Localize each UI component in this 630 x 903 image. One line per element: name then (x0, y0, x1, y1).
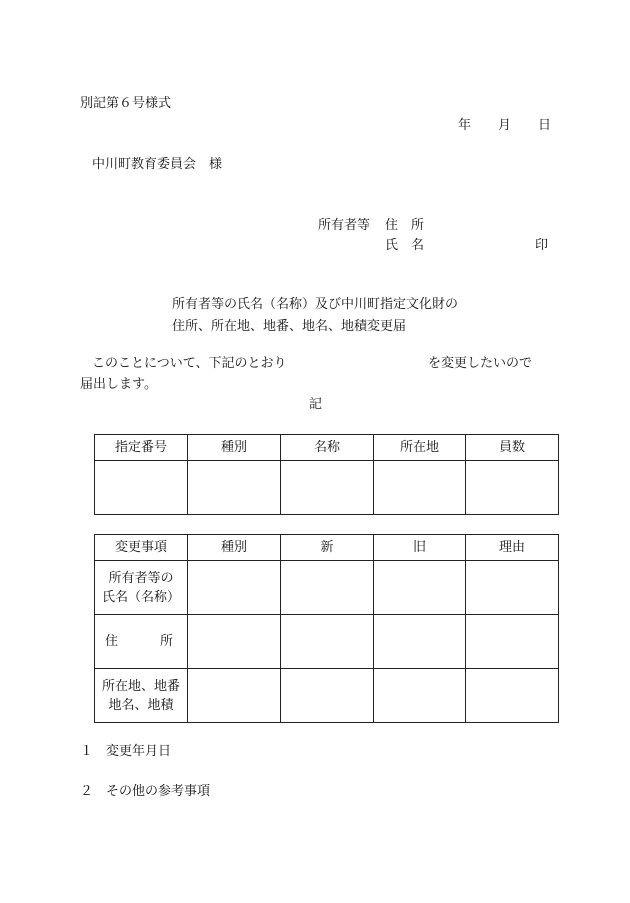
change-cell-old[interactable] (374, 561, 466, 615)
addressee: 中川町教育委員会 様 (92, 157, 223, 172)
change-cell-old[interactable] (374, 669, 466, 723)
table-row (95, 669, 559, 723)
date-year-label: 年 (458, 118, 472, 133)
form-title-line-1: 所有者等の氏名（名称）及び中川町指定文化財の (172, 297, 459, 312)
table-row (95, 615, 559, 669)
change-item-owner-name (95, 561, 188, 615)
date-day-label: 日 (538, 118, 552, 133)
change-table (94, 534, 559, 723)
change-item-address (95, 615, 188, 669)
change-cell-reason[interactable] (466, 669, 559, 723)
change-cell-type[interactable] (188, 561, 281, 615)
change-cell-new[interactable] (281, 615, 374, 669)
change-cell-new[interactable] (281, 669, 374, 723)
change-header-item: 変更事項 (95, 535, 188, 561)
change-cell-type[interactable] (188, 669, 281, 723)
footer-item-2-text: その他の参考事項 (106, 784, 211, 799)
footer-item-1-text: 変更年月日 (106, 744, 172, 759)
change-item-owner-name-line-2: 氏名（名称） (101, 589, 180, 605)
change-header-old: 旧 (374, 535, 466, 561)
designation-header-type: 種別 (188, 435, 281, 461)
designation-cell-count[interactable] (466, 461, 559, 515)
date-month-label: 月 (498, 118, 512, 133)
footer-item-1-number: １ (80, 744, 94, 759)
owner-address-label: 住 所 (385, 218, 425, 233)
change-cell-reason[interactable] (466, 615, 559, 669)
form-title-line-2: 住所、所在地、地番、地名、地積変更届 (172, 319, 407, 334)
change-cell-new[interactable] (281, 561, 374, 615)
change-item-location (95, 669, 188, 723)
form-number-label: 別記第６号様式 (80, 96, 172, 111)
footer-item-2-number: ２ (80, 784, 94, 799)
change-cell-reason[interactable] (466, 561, 559, 615)
seal-mark: 印 (535, 238, 549, 253)
change-header-new: 新 (281, 535, 374, 561)
designation-header-location: 所在地 (374, 435, 466, 461)
change-item-address-char-2: 所 (159, 634, 173, 649)
change-item-location-line-1: 所在地、地番 (101, 678, 180, 694)
designation-table-header-row (95, 435, 559, 461)
designation-table (94, 434, 559, 515)
designation-cell-location[interactable] (374, 461, 466, 515)
change-cell-type[interactable] (188, 615, 281, 669)
table-row (95, 561, 559, 615)
designation-header-count: 員数 (466, 435, 559, 461)
change-cell-old[interactable] (374, 615, 466, 669)
ki-heading: 記 (309, 397, 323, 412)
body-text-part-2: を変更したいので (428, 356, 533, 371)
body-text-part-1: このことについて、下記のとおり (92, 356, 287, 371)
change-item-address-char-1: 住 (105, 634, 119, 649)
owner-name-label: 氏 名 (385, 238, 425, 253)
designation-cell-type[interactable] (188, 461, 281, 515)
change-table-header-row (95, 535, 559, 561)
designation-cell-number[interactable] (95, 461, 188, 515)
change-item-owner-name-line-1: 所有者等の (108, 570, 174, 586)
change-header-type: 種別 (188, 535, 281, 561)
table-row (95, 461, 559, 515)
designation-header-number: 指定番号 (95, 435, 188, 461)
owner-role-label: 所有者等 (318, 218, 371, 233)
body-text-part-3: 届出します。 (80, 377, 157, 392)
change-header-reason: 理由 (466, 535, 559, 561)
designation-cell-name[interactable] (281, 461, 374, 515)
change-item-location-line-2: 地名、地積 (108, 697, 174, 713)
designation-header-name: 名称 (281, 435, 374, 461)
